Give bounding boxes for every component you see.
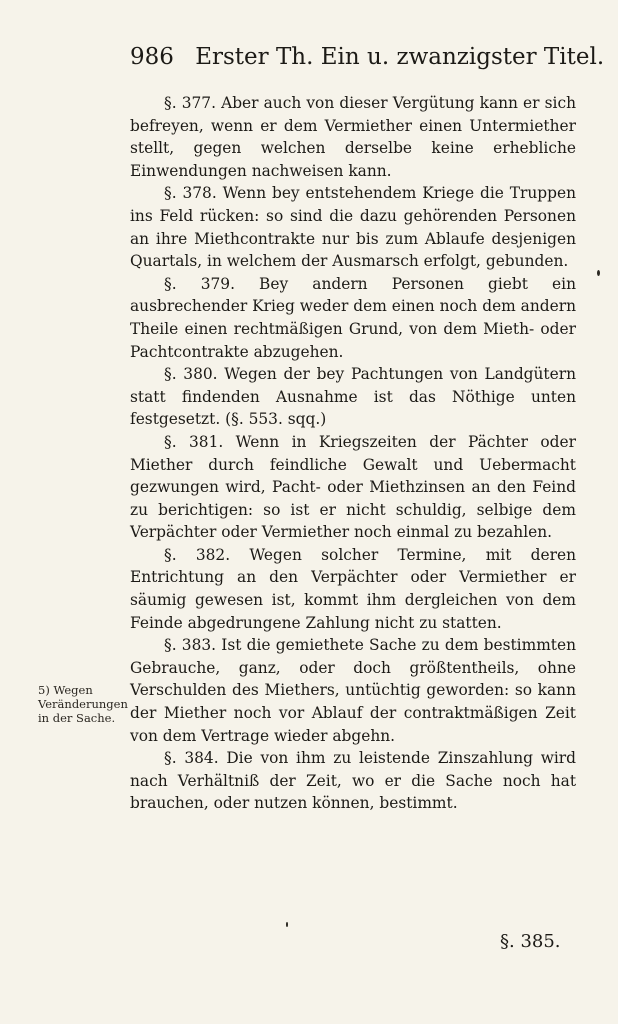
- ink-speck: [597, 270, 600, 276]
- paragraph-383: §. 383. Ist die gemiethete Sache zu dem bestimmten Gebrauche, ganz, oder doch größtentheils, ohne Verschulden des Miethers, untüchtig geworden: so kann der Miether noch vor Ablauf der contraktmäßigen Zeit von dem Vertrage wieder abgehn.: [130, 636, 576, 745]
- page-number: 986: [130, 44, 174, 70]
- paragraph-377: §. 377. Aber auch von dieser Vergütung kann er sich befreyen, wenn er dem Vermiether einen Untermiether stellt, gegen welchen derselbe keine erhebliche Einwendungen nachweisen kann.: [130, 94, 576, 180]
- running-header: [130, 42, 605, 72]
- running-title: Erster Th. Ein u. zwanzigster Titel.: [195, 44, 605, 70]
- ink-speck: [286, 922, 288, 927]
- margin-note: 5) Wegen Veränderungen in der Sache.: [38, 683, 128, 725]
- paragraph-379: §. 379. Bey andern Personen giebt ein ausbrechender Krieg weder dem einen noch dem andern Theile einen rechtmäßigen Grund, von dem Mieth- oder Pachtcontrakte abzugehen.: [130, 274, 576, 361]
- paragraph-384: §. 384. Die von ihm zu leistende Zinszahlung wird nach Verhältniß der Zeit, wo er die Sache noch hat brauchen, oder nutzen können, bestimmt.: [130, 749, 576, 813]
- catchword: §. 385.: [500, 931, 561, 952]
- paragraph-380: §. 380. Wegen der bey Pachtungen von Landgütern statt findenden Ausnahme ist das Nöthige unten festgesetzt. (§. 553. sqq.): [130, 365, 576, 429]
- text-body: [130, 92, 576, 815]
- paragraph-382: §. 382. Wegen solcher Termine, mit deren Entrichtung an den Verpächter oder Vermiether er säumig gewesen ist, kommt ihm dergleichen von dem Feinde abgedrungene Zahlung nicht zu statten.: [130, 545, 576, 632]
- paragraph-381: §. 381. Wenn in Kriegszeiten der Pächter oder Miether durch feindliche Gewalt und Uebermacht gezwungen wird, Pacht- oder Miethzinsen an den Feind zu berichtigen: so ist er nicht schuldig, selbige dem Verpächter oder Vermiether noch einmal zu bezahlen.: [130, 432, 576, 542]
- paragraph-378: §. 378. Wenn bey entstehendem Kriege die Truppen ins Feld rücken: so sind die dazu gehörenden Personen an ihre Miethcontrakte nur bis zum Ablaufe desjenigen Quartals, in welchem der Ausmarsch erfolgt, gebunden.: [130, 184, 576, 271]
